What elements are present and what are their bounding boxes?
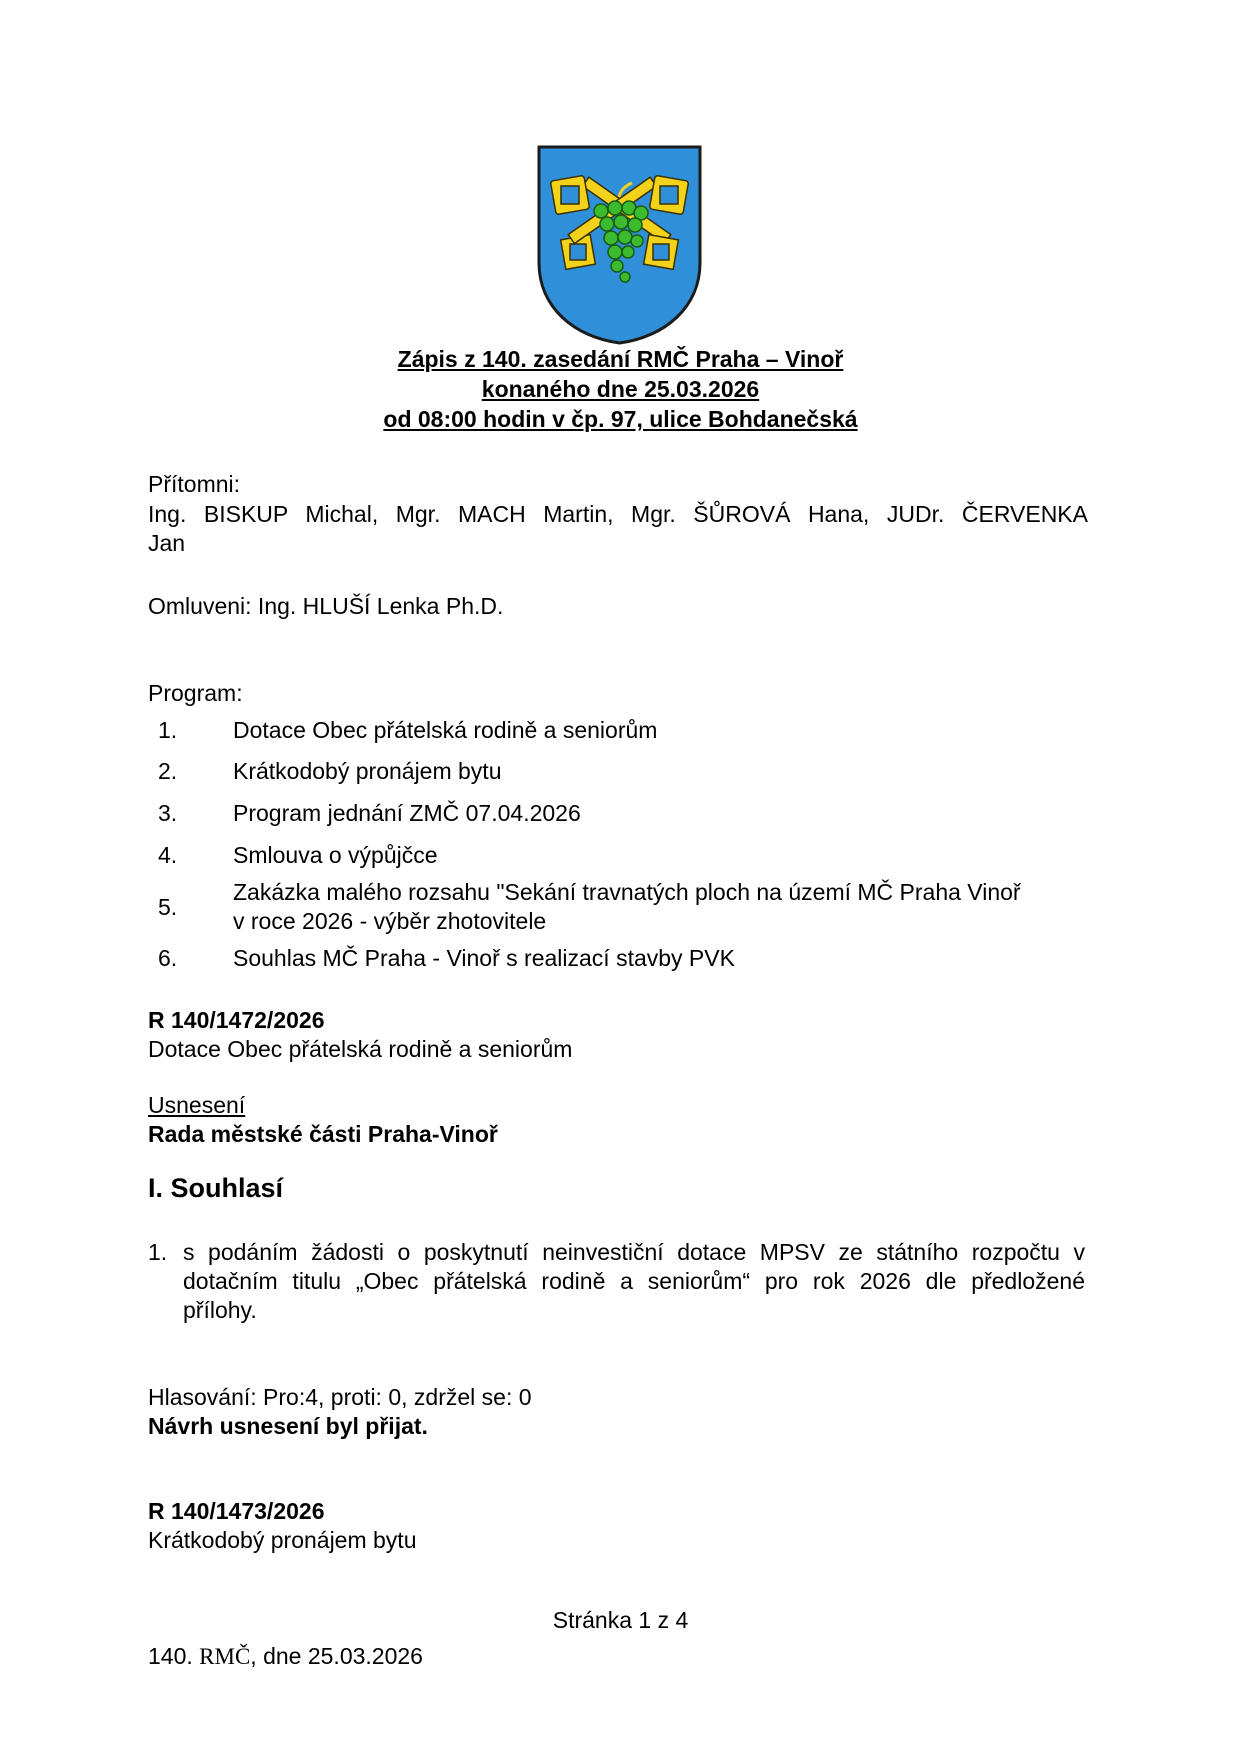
usneseni-label: Usnesení (148, 1092, 246, 1118)
resolution-title: Dotace Obec přátelská rodině a seniorům (148, 1036, 573, 1062)
footer-meeting: 140. RMČ, dne 25.03.2026 (148, 1643, 423, 1669)
vote-result: Hlasování: Pro:4, proti: 0, zdržel se: 0 (148, 1384, 532, 1410)
resolution-id: R 140/1472/2026 (148, 1007, 325, 1033)
page-number: Stránka 1 z 4 (552, 1607, 689, 1633)
coat-of-arms (537, 145, 702, 345)
minutes-title: Zápis z 140. zasedání RMČ Praha – Vinoř (397, 346, 844, 372)
present-list-cont: Jan (148, 530, 186, 556)
resolution-outcome: Návrh usnesení byl přijat. (148, 1413, 428, 1439)
program-label: Program: (148, 680, 243, 706)
resolution-id-2: R 140/1473/2026 (148, 1498, 325, 1524)
point-text-end: přílohy. (183, 1297, 257, 1323)
present-label: Přítomni: (148, 471, 241, 497)
excused-list: Omluveni: Ing. HLUŠÍ Lenka Ph.D. (148, 593, 504, 619)
meeting-date: konaného dne 25.03.2026 (481, 376, 760, 402)
point-text-cont: dotačním titulu „Obec přátelská rodině a seniorům“ pro rok 2026 dle předložené (183, 1268, 1085, 1294)
council-name: Rada městské části Praha-Vinoř (148, 1121, 498, 1147)
meeting-place: od 08:00 hodin v čp. 97, ulice Bohdanečská (383, 406, 858, 432)
point-number: 1. (148, 1239, 168, 1265)
section-heading: I. Souhlasí (148, 1173, 284, 1203)
present-list: Ing. BISKUP Michal, Mgr. MACH Martin, Mgr. ŠŮROVÁ Hana, JUDr. ČERVENKA (148, 501, 1088, 527)
point-text: s podáním žádosti o poskytnutí neinvestiční dotace MPSV ze státního rozpočtu v (183, 1239, 1085, 1265)
resolution-title-2: Krátkodobý pronájem bytu (148, 1527, 417, 1553)
